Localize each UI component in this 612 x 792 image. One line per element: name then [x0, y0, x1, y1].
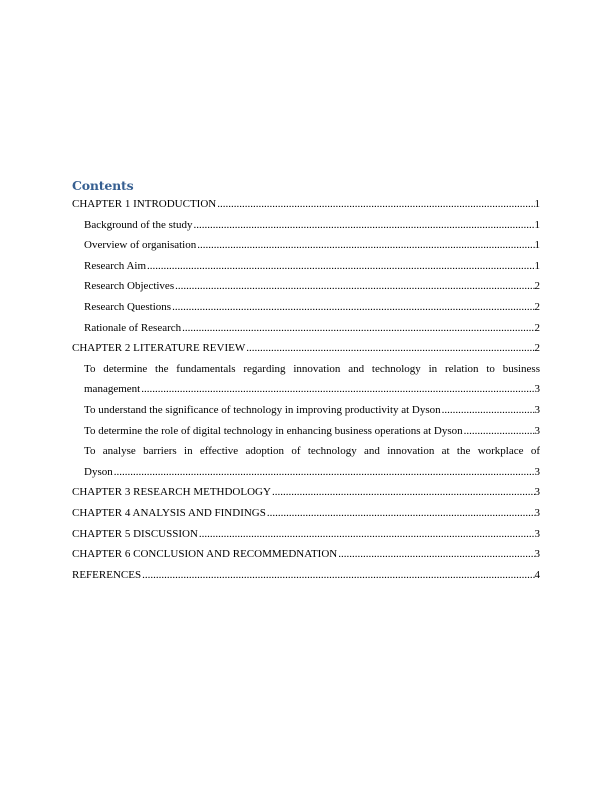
leader-dots	[172, 297, 534, 318]
leader-dots	[114, 462, 535, 483]
toc-entry-chapter-6[interactable]	[72, 544, 540, 565]
toc-entry-productivity[interactable]	[72, 400, 540, 421]
leader-dots	[442, 400, 535, 421]
toc-entry-references[interactable]	[72, 565, 540, 586]
toc-entry-research-objectives[interactable]	[72, 276, 540, 297]
toc-page-number: 3	[534, 465, 540, 478]
toc-label: To understand the significance of technology in improving productivity at Dyson	[84, 403, 441, 416]
table-of-contents	[72, 178, 540, 585]
toc-page-number: 4	[534, 568, 540, 581]
toc-page-number: 3	[534, 403, 540, 416]
toc-page-number: 3	[534, 424, 540, 437]
toc-entry-chapter-4[interactable]	[72, 503, 540, 524]
toc-entry-chapter-5[interactable]	[72, 524, 540, 545]
leader-dots	[272, 482, 535, 503]
toc-page-number: 1	[534, 218, 540, 231]
leader-dots	[267, 503, 535, 524]
toc-page-number: 2	[534, 300, 540, 313]
leader-dots	[217, 194, 534, 215]
toc-entry-chapter-3[interactable]	[72, 482, 540, 503]
contents-heading: Contents	[72, 178, 134, 193]
toc-entry-barriers[interactable]	[72, 462, 540, 483]
toc-page-number: 3	[534, 527, 540, 540]
toc-page-number: 1	[534, 259, 540, 272]
toc-label: Research Questions	[84, 300, 172, 313]
toc-label: Background of the study	[84, 218, 193, 231]
leader-dots	[199, 524, 535, 545]
leader-dots	[338, 544, 534, 565]
leader-dots	[464, 421, 535, 442]
toc-label: management	[84, 383, 141, 396]
toc-entry-background[interactable]	[72, 215, 540, 236]
toc-page-number: 1	[534, 239, 540, 252]
toc-label: Rationale of Research	[84, 321, 182, 334]
toc-label: CHAPTER 1 INTRODUCTION	[72, 198, 217, 210]
toc-label: Research Aim	[84, 259, 147, 272]
toc-label: Dyson	[84, 465, 113, 478]
toc-label: CHAPTER 2 LITERATURE REVIEW	[72, 342, 246, 355]
toc-label-line1: To analyse barriers in effective adoption of technology and innovation at the workplace of	[84, 445, 540, 458]
toc-page-number: 1	[534, 198, 540, 210]
toc-entry-digital-technology[interactable]	[72, 421, 540, 442]
leader-dots	[147, 256, 534, 277]
toc-entry-fundamentals[interactable]	[72, 379, 540, 400]
toc-page-number: 3	[534, 506, 540, 519]
leader-dots	[175, 276, 534, 297]
toc-page-number: 3	[534, 548, 540, 561]
toc-label: Research Objectives	[84, 280, 175, 293]
leader-dots	[142, 565, 534, 586]
toc-label: CHAPTER 5 DISCUSSION	[72, 527, 198, 540]
leader-dots	[246, 338, 534, 359]
toc-label: To determine the role of digital technology in enhancing business operations at Dyson	[84, 424, 463, 437]
toc-page-number: 2	[534, 280, 540, 293]
toc-label: CHAPTER 3 RESEARCH METHDOLOGY	[72, 486, 271, 499]
toc-label: REFERENCES	[72, 568, 142, 581]
leader-dots	[197, 235, 534, 256]
toc-label: CHAPTER 4 ANALYSIS AND FINDINGS	[72, 506, 266, 519]
toc-page-number: 3	[534, 383, 540, 396]
toc-entry-rationale[interactable]	[72, 318, 540, 339]
leader-dots	[193, 215, 534, 236]
toc-entry-research-aim[interactable]	[72, 256, 540, 277]
leader-dots	[182, 318, 534, 339]
toc-entry-barriers-line1[interactable]	[72, 441, 540, 462]
toc-entry-research-questions[interactable]	[72, 297, 540, 318]
toc-entry-overview[interactable]	[72, 235, 540, 256]
toc-label-line1: To determine the fundamentals regarding innovation and technology in relation to business	[84, 362, 540, 375]
toc-entry-chapter-2[interactable]	[72, 338, 540, 359]
leader-dots	[141, 379, 534, 400]
toc-entry-fundamentals-line1[interactable]	[72, 359, 540, 380]
toc-entry-chapter-1[interactable]	[72, 194, 540, 215]
toc-label: CHAPTER 6 CONCLUSION AND RECOMMEDNATION	[72, 548, 338, 561]
toc-page-number: 2	[534, 321, 540, 334]
toc-page-number: 2	[534, 342, 540, 355]
toc-label: Overview of organisation	[84, 239, 197, 252]
toc-page-number: 3	[534, 486, 540, 499]
